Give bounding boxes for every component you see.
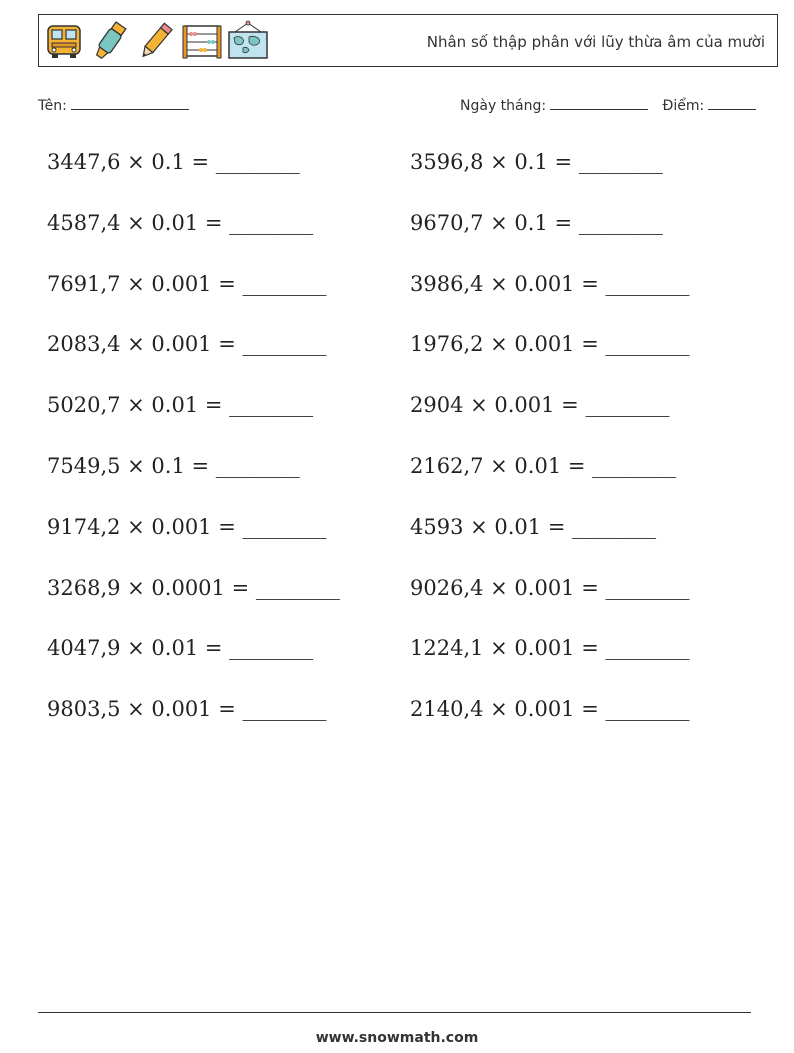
problem: 2162,7 × 0.01 = ________ — [410, 453, 677, 478]
problem: 1224,1 × 0.001 = ________ — [410, 636, 690, 661]
name-label: Tên: — [38, 98, 67, 114]
date-score-fields — [460, 95, 756, 114]
problem-row — [0, 444, 794, 505]
problem: 9026,4 × 0.001 = ________ — [410, 575, 690, 600]
score-label: Điểm: — [662, 98, 705, 114]
map-board-icon — [227, 20, 269, 62]
school-bus-icon — [43, 20, 85, 62]
problem: 4593 × 0.01 = ________ — [410, 514, 657, 539]
problem: 3268,9 × 0.0001 = ________ — [47, 575, 340, 600]
problem: 2083,4 × 0.001 = ________ — [47, 332, 327, 357]
problem: 5020,7 × 0.01 = ________ — [47, 393, 314, 418]
problem-row — [0, 201, 794, 262]
problem: 3596,8 × 0.1 = ________ — [410, 150, 663, 174]
date-label: Ngày tháng: — [460, 98, 547, 114]
name-field — [38, 95, 189, 114]
problem: 9803,5 × 0.001 = ________ — [47, 697, 327, 722]
worksheet-title: Nhân số thập phân với lũy thừa âm của mười — [426, 33, 765, 51]
problem-row — [0, 505, 794, 566]
name-blank[interactable] — [71, 95, 189, 110]
problem: 3447,6 × 0.1 = ________ — [47, 150, 300, 174]
score-blank[interactable] — [708, 95, 756, 110]
date-blank[interactable] — [550, 95, 648, 110]
problem-list — [0, 140, 794, 748]
problem-row — [0, 566, 794, 627]
problem: 9670,7 × 0.1 = ________ — [410, 210, 663, 235]
problem-row — [0, 626, 794, 687]
pencil-icon — [135, 20, 177, 62]
header-icons — [43, 19, 269, 63]
problem: 1976,2 × 0.001 = ________ — [410, 332, 690, 357]
problem-row — [0, 262, 794, 323]
problem-row — [0, 322, 794, 383]
highlighter-icon — [89, 20, 131, 62]
problem: 9174,2 × 0.001 = ________ — [47, 514, 327, 539]
problem: 2140,4 × 0.001 = ________ — [410, 697, 690, 722]
problem: 2904 × 0.001 = ________ — [410, 393, 670, 418]
problem: 4047,9 × 0.01 = ________ — [47, 636, 314, 661]
worksheet-header — [38, 14, 778, 67]
footer-website[interactable]: www.snowmath.com — [315, 1030, 479, 1046]
footer-divider — [38, 1012, 751, 1013]
problem: 4587,4 × 0.01 = ________ — [47, 210, 314, 235]
problem-row — [0, 383, 794, 444]
problem: 3986,4 × 0.001 = ________ — [410, 271, 690, 296]
problem-row — [0, 687, 794, 748]
problem: 7691,7 × 0.001 = ________ — [47, 271, 327, 296]
abacus-icon — [181, 20, 223, 62]
problem-row — [0, 140, 794, 201]
problem: 7549,5 × 0.1 = ________ — [47, 453, 300, 478]
